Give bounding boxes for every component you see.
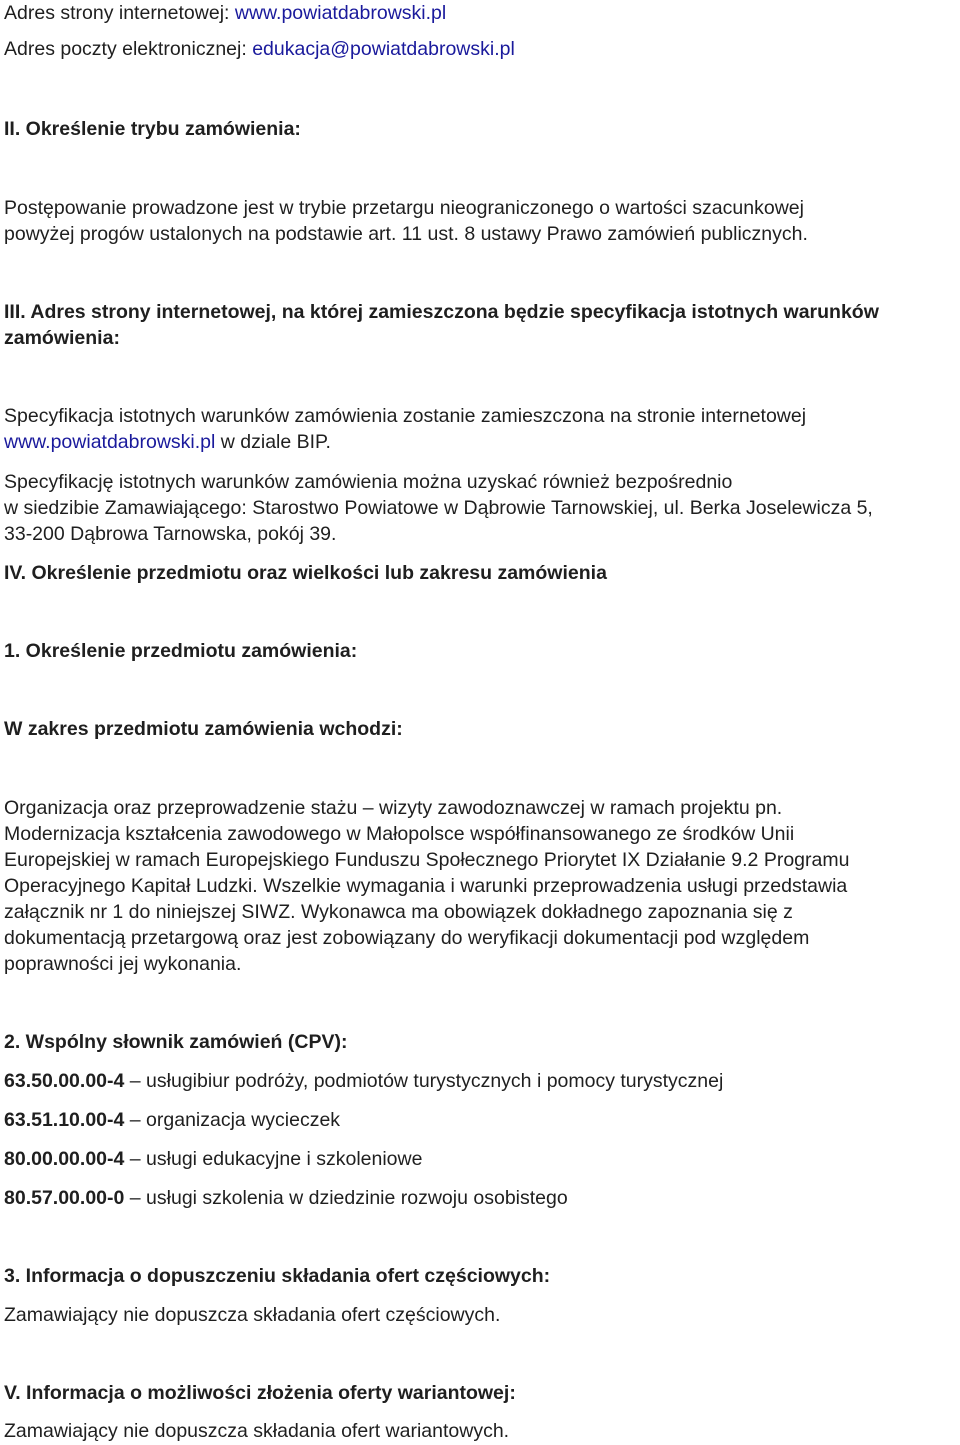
cpv-item bbox=[4, 1068, 960, 1094]
email-line bbox=[4, 36, 960, 62]
section-2-heading: II. Określenie trybu zamówienia: bbox=[4, 118, 301, 140]
section-3-p1-line-2 bbox=[4, 429, 960, 455]
cpv-code: 80.57.00.00-0 bbox=[4, 1187, 125, 1209]
cpv-separator: – bbox=[124, 1148, 147, 1170]
bip-tail: w dziale BIP. bbox=[215, 431, 331, 453]
scope-line-1: Organizacja oraz przeprowadzenie stażu – wizyty zawodoznawczej w ramach projektu pn. bbox=[4, 797, 783, 819]
cpv-code: 80.00.00.00-4 bbox=[4, 1148, 125, 1170]
cpv-separator: – bbox=[124, 1109, 147, 1131]
partial-offers-heading: 3. Informacja o dopuszczeniu składania ofert częściowych: bbox=[4, 1265, 551, 1287]
section-4-heading: IV. Określenie przedmiotu oraz wielkości lub zakresu zamówienia bbox=[4, 562, 607, 584]
subject-heading: 1. Określenie przedmiotu zamówienia: bbox=[4, 640, 358, 662]
partial-offers-text: Zamawiający nie dopuszcza składania ofert częściowych. bbox=[4, 1304, 501, 1326]
cpv-item bbox=[4, 1146, 960, 1172]
scope-line-7: poprawności jej wykonania. bbox=[4, 953, 242, 975]
scope-line-3: Europejskiej w ramach Europejskiego Funduszu Społecznego Priorytet IX Działanie 9.2 Programu bbox=[4, 849, 850, 871]
scope-line-4: Operacyjnego Kapitał Ludzki. Wszelkie wymagania i warunki przeprowadzenia usługi przedstawia bbox=[4, 875, 848, 897]
section-3-p2-line-3: 33-200 Dąbrowa Tarnowska, pokój 39. bbox=[4, 523, 337, 545]
section-3-p1-line-1: Specyfikacja istotnych warunków zamówienia zostanie zamieszczona na stronie internetowej bbox=[4, 405, 807, 427]
email-link[interactable]: edukacja@powiatdabrowski.pl bbox=[252, 38, 515, 60]
cpv-separator: – bbox=[124, 1070, 147, 1092]
website-line bbox=[4, 0, 960, 26]
cpv-description: usługi edukacyjne i szkoleniowe bbox=[146, 1148, 423, 1170]
section-3-p2-line-2: w siedzibie Zamawiającego: Starostwo Powiatowe w Dąbrowie Tarnowskiej, ul. Berka Joselewicza 5, bbox=[4, 497, 873, 519]
section-3-p2-line-1: Specyfikację istotnych warunków zamówienia można uzyskać również bezpośrednio bbox=[4, 471, 733, 493]
website-label: Adres strony internetowej: bbox=[4, 2, 230, 24]
cpv-description: usługi szkolenia w dziedzinie rozwoju osobistego bbox=[146, 1187, 568, 1209]
cpv-description: usługibiur podróży, podmiotów turystycznych i pomocy turystycznej bbox=[146, 1070, 724, 1092]
cpv-code: 63.50.00.00-4 bbox=[4, 1070, 125, 1092]
section-5-heading: V. Informacja o możliwości złożenia oferty wariantowej: bbox=[4, 1382, 516, 1404]
email-label: Adres poczty elektronicznej: bbox=[4, 38, 247, 60]
cpv-item bbox=[4, 1107, 960, 1133]
cpv-item bbox=[4, 1185, 960, 1211]
section-2-line-2: powyżej progów ustalonych na podstawie art. 11 ust. 8 ustawy Prawo zamówień publicznych. bbox=[4, 223, 808, 245]
scope-line-2: Modernizacja kształcenia zawodowego w Małopolsce współfinansowanego ze środków Unii bbox=[4, 823, 795, 845]
section-5-text: Zamawiający nie dopuszcza składania ofert wariantowych. bbox=[4, 1420, 510, 1442]
website-link[interactable]: www.powiatdabrowski.pl bbox=[234, 2, 447, 24]
cpv-separator: – bbox=[124, 1187, 147, 1209]
cpv-heading: 2. Wspólny słownik zamówień (CPV): bbox=[4, 1031, 348, 1053]
scope-line-6: dokumentacją przetargową oraz jest zobowiązany do weryfikacji dokumentacji pod względem bbox=[4, 927, 810, 949]
section-3-heading-line-1: III. Adres strony internetowej, na której zamieszczona będzie specyfikacja istotnych warunków bbox=[4, 301, 879, 323]
cpv-description: organizacja wycieczek bbox=[146, 1109, 341, 1131]
cpv-code: 63.51.10.00-4 bbox=[4, 1109, 125, 1131]
section-3-heading-line-2: zamówienia: bbox=[4, 327, 120, 349]
scope-line-5: załącznik nr 1 do niniejszej SIWZ. Wykonawca ma obowiązek dokładnego zapoznania się z bbox=[4, 901, 793, 923]
scope-heading: W zakres przedmiotu zamówienia wchodzi: bbox=[4, 718, 403, 740]
section-2-line-1: Postępowanie prowadzone jest w trybie przetargu nieograniczonego o wartości szacunkowej bbox=[4, 197, 804, 219]
bip-link[interactable]: www.powiatdabrowski.pl bbox=[4, 431, 216, 453]
